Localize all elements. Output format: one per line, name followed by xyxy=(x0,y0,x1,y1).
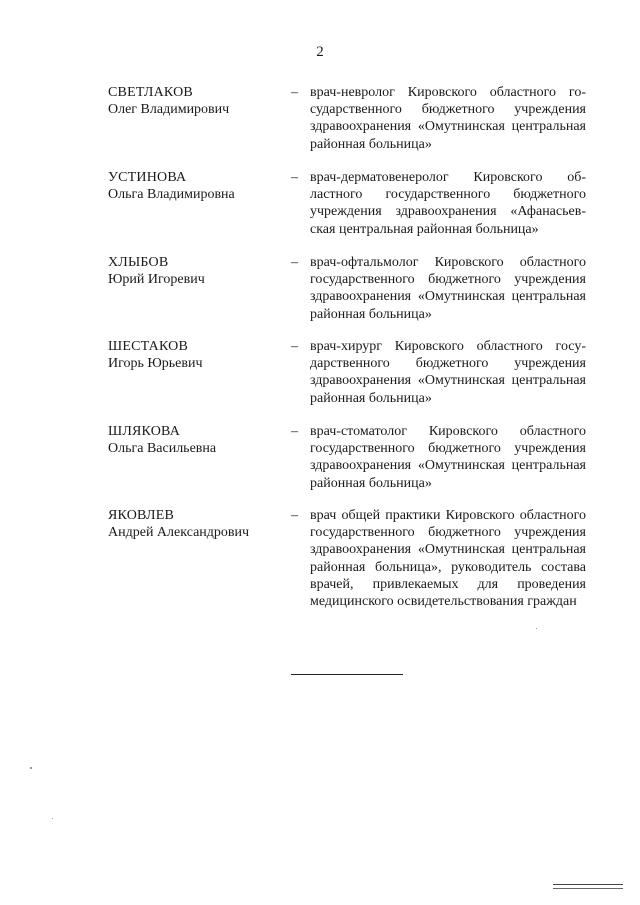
member-position: врач-офтальмолог Кировского областного государственного бюджетного учреждения здравоохранения «Омутнинская центральная районная больница» xyxy=(310,255,586,322)
separator-dash: – xyxy=(291,85,298,100)
member-given-names: Игорь Юрьевич xyxy=(108,356,203,371)
scan-speck xyxy=(52,818,53,819)
separator-dash: – xyxy=(291,508,298,523)
page-number: 2 xyxy=(316,44,324,60)
separator-dash: – xyxy=(291,424,298,439)
closing-divider xyxy=(291,674,403,675)
member-position: врач-невролог Кировского областного государственного бюджетного учреждения здравоохранения «Омутнинская центральная районная больница» xyxy=(310,85,586,152)
member-given-names: Юрий Игоревич xyxy=(108,272,205,287)
scan-speck xyxy=(536,628,537,629)
member-given-names: Ольга Владимировна xyxy=(108,187,235,202)
member-surname: ЯКОВЛЕВ xyxy=(108,508,175,523)
member-given-names: Андрей Александрович xyxy=(108,525,250,540)
member-surname: СВЕТЛАКОВ xyxy=(108,85,193,100)
member-position: врач-дерматовенеролог Кировского областного государственного бюджетного учреждения здравоохранения «Афанасьевская центральная районная больница» xyxy=(310,170,586,237)
scan-speck xyxy=(30,767,32,769)
member-surname: ШЕСТАКОВ xyxy=(108,339,189,354)
member-position: врач общей практики Кировского областного государственного бюджетного учреждения здравоохранения «Омутнинская центральная районная больница», руководитель состава врачей, привлекаемых для проведения медицинского освидетельствования граждан xyxy=(310,508,586,610)
member-surname: ХЛЫБОВ xyxy=(108,255,169,270)
separator-dash: – xyxy=(291,255,298,270)
member-surname: ШЛЯКОВА xyxy=(108,424,181,439)
separator-dash: – xyxy=(291,339,298,354)
scan-edge-mark xyxy=(553,884,623,885)
separator-dash: – xyxy=(291,170,298,185)
member-given-names: Ольга Васильевна xyxy=(108,441,217,456)
member-position: врач-стоматолог Кировского областного государственного бюджетного учреждения здравоохранения «Омутнинская центральная районная больница» xyxy=(310,424,586,491)
member-given-names: Олег Владимирович xyxy=(108,102,230,117)
member-surname: УСТИНОВА xyxy=(108,170,187,185)
scan-edge-mark xyxy=(553,888,623,889)
member-position: врач-хирург Кировского областного государственного бюджетного учреждения здравоохранения «Омутнинская центральная районная больница» xyxy=(310,339,586,406)
